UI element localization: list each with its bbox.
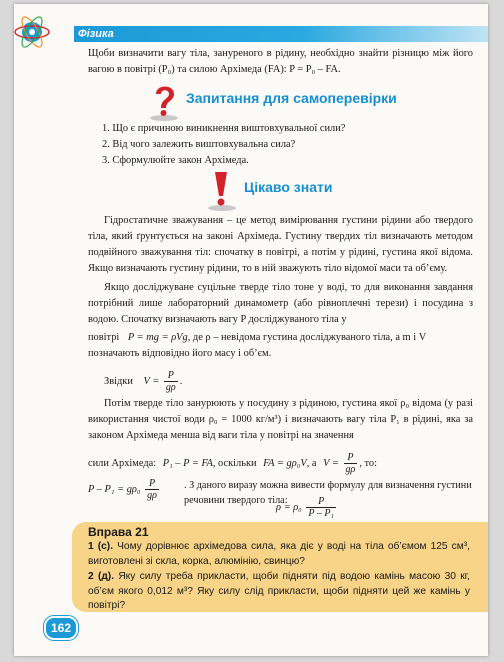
question-item: 3. Сформулюйте закон Архімеда. — [102, 155, 249, 166]
text-fragment: , де ρ – невідома густина досліджуваного тіла, а m і V — [187, 332, 427, 343]
task-text: Чому дорівнює архімедова сила, яка діє у воді на тіла об’ємом 125 см³, виготовлені зі скла, корка, алюмінію, свинцю? — [88, 541, 470, 567]
fraction-denominator: P – P₁ — [308, 508, 334, 519]
paragraph-text: Гідростатичне зважування – це метод вимірювання густини рідини або твердого тіла, який ґрунтується на законі Архімеда. Густину твердих тіл визначають методом подвійного зважування тіл: спочатку в повітрі, а потім у рідині, густина якої відома. Якщо визначають густину рідини, то в ній зважують тіло відомої маси та об’єму. — [88, 215, 473, 274]
question-item: 1. Що є причиною виникнення виштовхувальної сили? — [102, 123, 346, 134]
question-mark-icon — [144, 80, 184, 122]
archimedes-formula-line — [88, 452, 473, 475]
text-fragment: , оскільки — [212, 457, 257, 469]
fraction — [344, 452, 358, 475]
exercise-task-2 — [88, 570, 470, 614]
task-label: 2 (д). — [88, 571, 115, 582]
formula-lhs: V = — [323, 457, 339, 469]
text-fragment: повітрі — [88, 332, 120, 343]
fraction-numerator: P — [145, 478, 159, 490]
task-label: 1 (с). — [88, 541, 114, 552]
text-fragment: , то: — [359, 457, 377, 469]
intro-paragraph: Щоби визначити вагу тіла, зануреного в рідину, необхідно знайти різницю між його вагою в повітрі (P₀) та силою Архімеда (FA): P = P₀ – FA. — [88, 48, 473, 75]
task-text: Яку силу треба прикласти, щоби підняти під водою камінь масою 30 кг, об’єм якого 0,012 м³? Яку силу слід прикласти, щоби підняти цей же камінь у повітрі? — [88, 571, 470, 611]
formula: P₁ – P = FA — [162, 457, 213, 469]
density-formula — [276, 496, 338, 519]
fraction-denominator: gρ — [165, 382, 176, 393]
text-fragment: сили Архімеда: — [88, 457, 157, 469]
fraction-denominator: gρ — [345, 464, 356, 475]
fraction — [164, 370, 178, 393]
formula-lhs: V = — [143, 375, 160, 387]
formula-line-weight — [88, 330, 473, 346]
fraction-denominator: gρ — [147, 490, 157, 501]
text-fragment: , а — [306, 457, 317, 469]
paragraph-2 — [88, 280, 473, 328]
exclamation-icon — [200, 168, 240, 212]
volume-formula-line: Звідки V = $\frac{P}{g\rho}$ . — [104, 370, 183, 393]
exercise-title: Вправа 21 — [88, 525, 149, 539]
self-check-questions — [102, 121, 472, 169]
fraction — [306, 496, 336, 519]
formula-lhs: P – P₁ = gρ₀ — [88, 483, 141, 495]
paragraph-text: Потім тверде тіло занурюють у посудину з рідиною, густина якої ρ₀ відома (у разі використання чистої води ρ₀ = 1000 кг/м³) і визначають вагу тіла P₁ в рідині, яка за законом Архімеда менша від ваги тіла у повітрі на значення — [88, 398, 473, 441]
interesting-title: Цікаво знати — [244, 179, 333, 195]
formula-lhs: ρ = ρ₀ — [276, 501, 302, 513]
fraction-numerator: P — [164, 370, 178, 382]
fraction — [145, 478, 159, 501]
textbook-page — [14, 4, 488, 656]
page-number: 162 — [44, 616, 78, 640]
formula: FA = gρ₀V — [263, 457, 307, 469]
paragraph-1 — [88, 213, 473, 277]
exercise-task-1 — [88, 540, 470, 569]
fraction-numerator: P — [344, 452, 358, 464]
weight-formula: P = mg = ρVg — [127, 332, 188, 343]
question-item: 2. Від чого залежить виштовхувальна сила? — [102, 139, 296, 150]
header-bar — [74, 26, 488, 42]
text-line: позначають відповідно його масу і об’єм. — [88, 348, 272, 359]
fraction-numerator: P — [306, 496, 336, 508]
paragraph-3 — [88, 396, 473, 444]
self-check-title: Запитання для самоперевірки — [186, 90, 397, 106]
atom-logo-icon — [14, 10, 84, 54]
text-fragment: Звідки — [104, 375, 133, 387]
result-text: . З даного виразу можна вивести формулу для визначення густини речовини твердого тіла: — [184, 480, 472, 506]
subject-label: Фізика — [78, 28, 114, 40]
paragraph-text: Якщо досліджуване суцільне тверде тіло тоне у воді, то для виконання завдання потрібний лише лабораторний динамометр (або рівноплечні терези) і посудина з водою. Спочатку визначають вагу P досліджуваного тіла у — [88, 282, 473, 325]
